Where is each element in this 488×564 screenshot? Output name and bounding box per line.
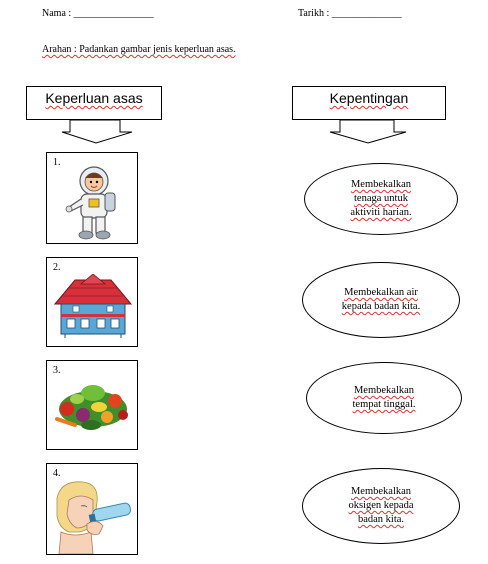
statement-oval-3 (306, 362, 462, 434)
statement-oval-4 (302, 468, 460, 544)
statement-oval-1 (304, 163, 458, 235)
picture-box-3 (46, 360, 138, 450)
statement-line: Membekalkan air (344, 287, 418, 298)
statement-line: Membekalkan (350, 486, 412, 497)
statement-line: tempat tinggal. (352, 399, 416, 410)
date-field-label: Tarikh : ______________ (298, 8, 402, 19)
name-field-label: Nama : ________________ (42, 8, 154, 19)
left-down-arrow-icon (60, 120, 134, 144)
picture-box-4 (46, 463, 138, 555)
statement-line: Membekalkan (350, 179, 412, 190)
vegetables-icon (53, 379, 133, 435)
item-number: 4. (53, 468, 61, 479)
statement-line: kepada badan kita. (341, 301, 421, 312)
astronaut-icon (61, 163, 127, 241)
picture-box-2 (46, 257, 138, 347)
right-column-title: Kepentingan (292, 86, 446, 120)
item-number: 2. (53, 262, 61, 273)
statement-line: Membekalkan (353, 385, 415, 396)
left-column-title: Keperluan asas (26, 86, 162, 120)
statement-line: badan kita. (357, 514, 405, 525)
right-down-arrow-icon (328, 120, 408, 144)
picture-box-1 (46, 152, 138, 244)
item-number: 3. (53, 365, 61, 376)
instruction-text: Arahan : Padankan gambar jenis keperluan asas. (42, 44, 236, 55)
statement-line: oksigen kepada (348, 500, 414, 511)
statement-line: aktiviti harian. (350, 207, 412, 218)
item-number: 1. (53, 157, 61, 168)
drinking-water-icon (51, 478, 135, 554)
statement-oval-2 (302, 262, 460, 338)
statement-line: tenaga untuk (354, 193, 408, 204)
house-icon (53, 274, 133, 340)
